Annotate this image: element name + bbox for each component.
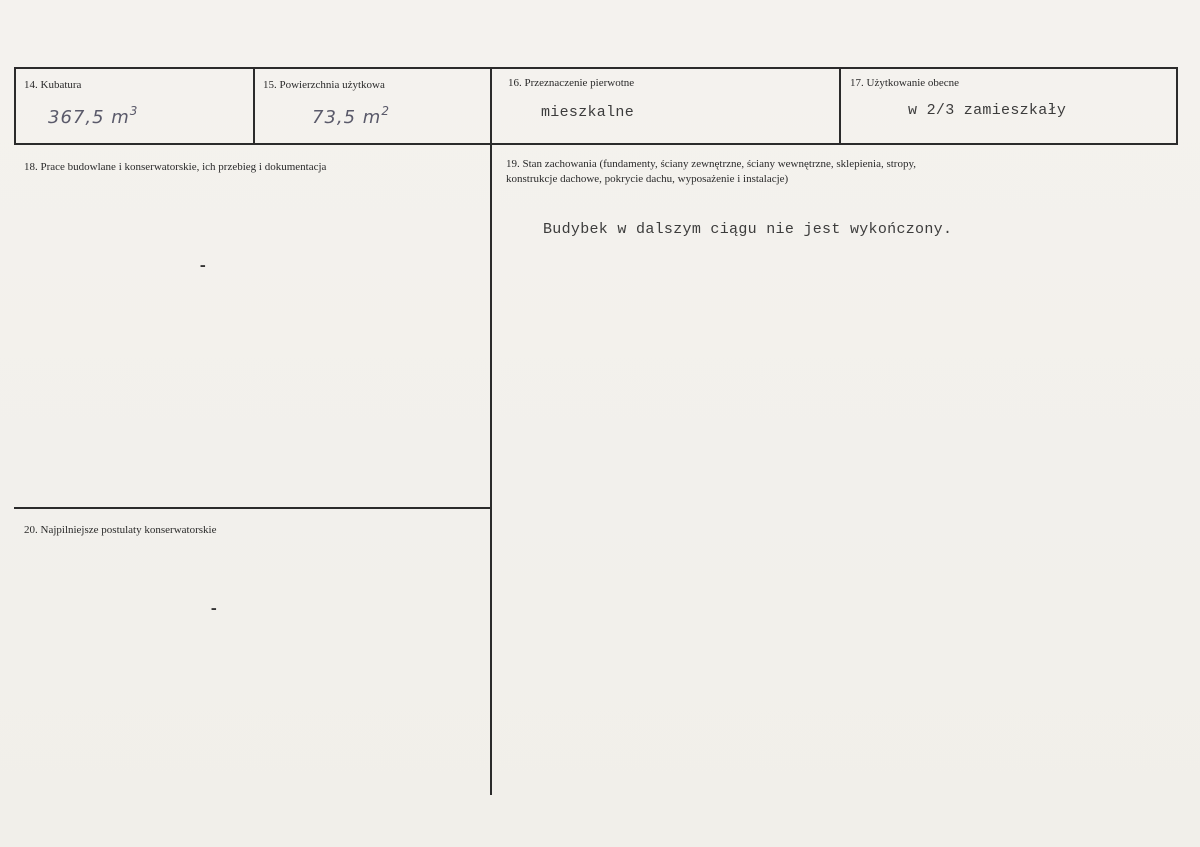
field-17-label: 17. Użytkowanie obecne	[850, 77, 960, 89]
rule-col1	[253, 67, 255, 145]
field-16-label: 16. Przeznaczenie pierwotne	[508, 77, 635, 89]
rule-right	[1176, 67, 1178, 145]
field-15-value-text: 73,5 m	[312, 107, 382, 128]
field-16-value: mieszkalne	[541, 104, 635, 121]
field-14-value	[48, 104, 138, 128]
field-15-value	[312, 104, 390, 128]
field-20-label: 20. Najpilniejsze postulaty konserwatorskie	[24, 524, 217, 536]
field-19-label-line2: konstrukcje dachowe, pokrycie dachu, wyposażenie i instalacje)	[506, 173, 789, 185]
field-20-value: -	[209, 600, 219, 618]
rule-col2	[490, 67, 492, 795]
field-14-value-text: 367,5 m	[48, 107, 130, 128]
field-18-label: 18. Prace budowlane i konserwatorskie, ich przebieg i dokumentacja	[24, 161, 327, 173]
rule-top	[14, 67, 1178, 69]
rule-row1-bottom	[14, 143, 1178, 145]
rule-left	[14, 67, 16, 145]
field-14-label: 14. Kubatura	[24, 79, 82, 91]
rule-col3	[839, 67, 841, 145]
field-14-exponent: 3	[129, 104, 139, 118]
field-17-value: w 2/3 zamieszkały	[908, 102, 1067, 119]
rule-field18-bottom	[14, 507, 490, 509]
field-15-label: 15. Powierzchnia użytkowa	[263, 79, 385, 91]
field-19-value: Budybek w dalszym ciągu nie jest wykończony.	[543, 221, 953, 238]
field-18-value: -	[198, 257, 208, 275]
field-19-label-line1: 19. Stan zachowania (fundamenty, ściany zewnętrzne, ściany wewnętrzne, sklepienia, stropy,	[506, 158, 917, 170]
field-15-exponent: 2	[381, 104, 390, 118]
